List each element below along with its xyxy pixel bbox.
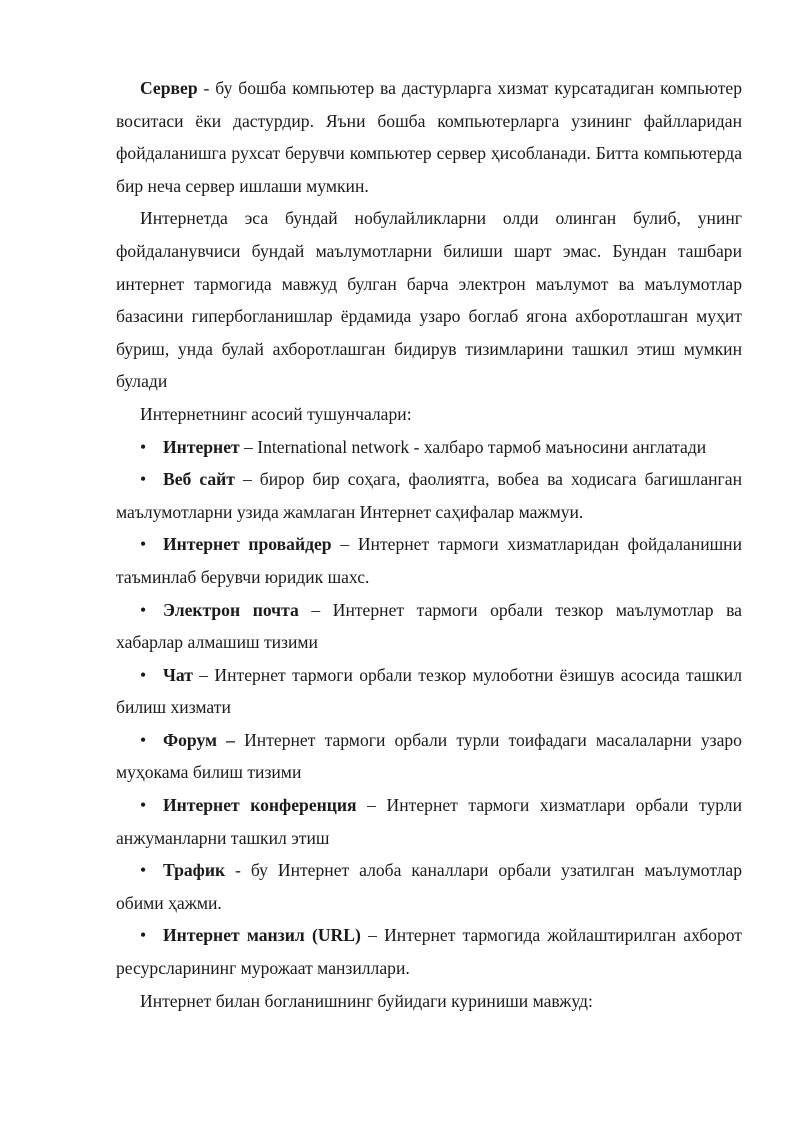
bullet-term: Интернет провайдер (163, 534, 332, 555)
bullet-item-traffic (116, 854, 742, 919)
bullet-icon: • (140, 534, 147, 555)
bullet-item-website (116, 463, 742, 528)
bullet-definition: – Интернет тармоги орбали тезкор мулоботни ёзишув асосида ташкил билиш хизмати (116, 664, 742, 718)
bullet-item-url (116, 919, 742, 984)
paragraph-closing: Интернет билан богланишнинг буйидаги куриниши мавжуд: (140, 990, 593, 1011)
bullet-term: Интернет манзил (URL) (163, 925, 361, 946)
bullet-item-forum (116, 724, 742, 789)
bullet-icon: • (140, 795, 147, 816)
bullet-item-email (116, 594, 742, 659)
bullet-term: Веб сайт (163, 469, 235, 490)
bullet-item-provider (116, 528, 742, 593)
bullet-item-chat (116, 659, 742, 724)
paragraph-concepts-heading: Интернетнинг асосий тушунчалари: (140, 403, 412, 424)
bullet-definition: - бу Интернет алоба каналлари орбали узатилган маълумотлар обими ҳажми. (116, 860, 742, 913)
bullet-definition: – Интернет тармоги орбали тезкор маълумотлар ва хабарлар алмашиш тизими (116, 599, 742, 653)
paragraph-term: Сервер (140, 78, 198, 98)
bullet-icon: • (140, 860, 147, 881)
bullet-definition: – Интернет тармоги хизматлари орбали турли анжуманларни ташкил этиш (116, 795, 743, 848)
bullet-item-internet (116, 431, 742, 464)
bullet-definition: – Интернет тармогида жойлаштирилган ахборот ресурсларининг мурожаат манзиллари. (116, 925, 742, 979)
paragraph-text: - бу бошба компьютер ва дастурларга хизмат курсатадиган компьютер воситаси ёки дастурдир. Яъни бошба компьютерларга узининг файлларидан фойдаланишга рухсат берувчи компьютер сервер ҳисобланади. Битта компьютерда бир неча сервер ишлаши мумкин. (116, 78, 742, 196)
bullet-icon: • (140, 599, 147, 620)
paragraph-server (116, 72, 742, 202)
bullet-icon: • (140, 729, 147, 750)
bullet-term: Интернет (163, 436, 240, 457)
bullet-icon: • (140, 925, 147, 946)
bullet-term: Интернет конференция (163, 795, 357, 816)
bullet-term: Форум – (163, 729, 235, 750)
bullet-icon: • (140, 469, 147, 490)
bullet-icon: • (140, 664, 147, 685)
bullet-term: Трафик (163, 860, 226, 881)
bullet-definition: Интернет тармоги орбали турли тоифадаги масалаларни узаро муҳокама билиш тизими (116, 729, 742, 783)
document-body (116, 72, 742, 1017)
paragraph-internet-intro: Интернетда эса бундай нобулайликларни олди олинган булиб, унинг фойдаланувчиси бундай маълумотларни билиши шарт эмас. Бундан ташбари интернет тармогида мавжуд булган барча электрон маълумот ва маълумотлар базасини гипербогланишлар ёрдамида узаро боглаб ягона ахборотлашган муҳит буриш, унда булай ахборотлашган бидирув тизимларини ташкил этиш мумкин булади (116, 208, 742, 392)
bullet-definition: – Интернет тармоги хизматларидан фойдаланишни таъминлаб берувчи юридик шахс. (116, 534, 742, 587)
bullet-term: Электрон почта (163, 599, 299, 620)
bullet-definition: – бирор бир соҳага, фаолиятга, вобеа ва ходисага багишланган маълумотларни узида жамлаган Интернет саҳифалар мажмуи. (116, 469, 742, 522)
bullet-icon: • (140, 436, 147, 457)
bullet-term: Чат (163, 664, 193, 685)
bullet-item-conference (116, 789, 742, 854)
bullet-definition: – International network - халбаро тармоб маъносини англатади (239, 436, 707, 457)
